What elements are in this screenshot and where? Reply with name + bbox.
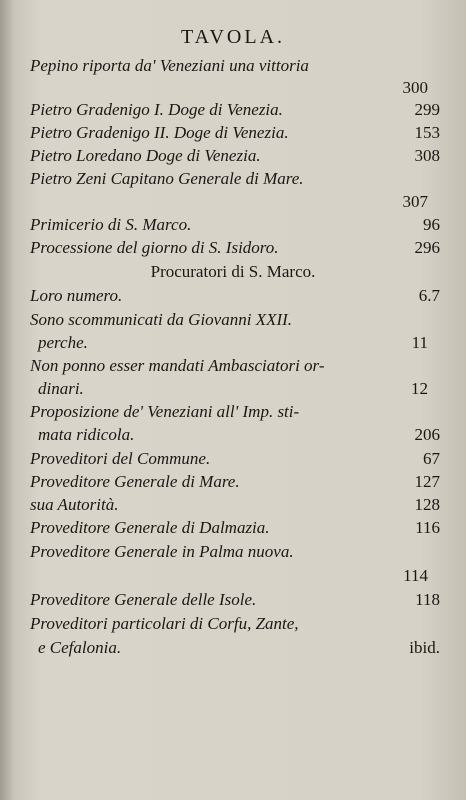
index-entry [30, 100, 440, 122]
entry-text: Sono scommunicati da Giovanni XXII. [30, 310, 293, 329]
index-entry [30, 590, 440, 612]
entry-text: perche. [38, 333, 88, 352]
entry-page: 128 [414, 495, 440, 514]
index-entry [30, 542, 440, 564]
entry-page: ibid. [409, 638, 440, 657]
entry-page: 153 [414, 123, 440, 142]
entry-text: Pietro Zeni Capitano Generale di Mare. [30, 169, 304, 188]
index-entry [30, 472, 440, 494]
entry-page: 299 [414, 100, 440, 119]
entry-page: 11 [411, 333, 428, 352]
entry-text: Non ponno esser mandati Ambasciatori or- [30, 356, 325, 375]
entry-text: Proveditore Generale in Palma nuova. [30, 542, 294, 561]
entry-text: Processione del giorno di S. Isidoro. [30, 238, 279, 257]
index-entry [30, 356, 440, 378]
entry-text: sua Autorità. [30, 495, 119, 514]
entry-page: 296 [414, 238, 440, 257]
entry-text: Proveditori particolari di Corfu, Zante, [30, 614, 299, 633]
index-entry [30, 425, 440, 447]
index-entry [30, 286, 440, 308]
index-entry [30, 449, 440, 471]
entry-text: Pietro Gradenigo II. Doge di Venezia. [30, 123, 289, 142]
entry-page: 12 [411, 379, 428, 398]
section-subheading: Procuratori di S. Marco. [150, 262, 316, 281]
index-entry [30, 238, 440, 260]
entry-page: 6.7 [418, 286, 440, 305]
entry-text: Primicerio di S. Marco. [30, 215, 192, 234]
index-entry [30, 518, 440, 540]
entry-text: Pepino riporta da' Veneziani una vittoria [30, 56, 309, 75]
index-entry [30, 638, 440, 660]
entry-page: 114 [403, 566, 428, 585]
entry-page: 307 [402, 192, 428, 211]
entry-page: 206 [414, 425, 440, 444]
index-entry [30, 78, 440, 100]
entry-text: Proveditore Generale di Dalmazia. [30, 518, 270, 537]
entry-text: Proveditore Generale di Mare. [30, 472, 240, 491]
index-entry [30, 310, 440, 332]
entry-page: 127 [414, 472, 440, 491]
entry-text: mata ridicola. [38, 425, 135, 444]
entry-page: 308 [414, 146, 440, 165]
entry-page: 96 [423, 215, 440, 234]
entry-text: e Cefalonia. [38, 638, 122, 657]
entry-page: 116 [415, 518, 440, 537]
entry-text: Proposizione de' Veneziani all' Imp. sti- [30, 402, 300, 421]
entry-text: Loro numero. [30, 286, 123, 305]
index-entry [30, 146, 440, 168]
index-entry [30, 169, 440, 191]
index-entry [30, 333, 440, 355]
index-entry [30, 566, 440, 588]
index-entry [30, 192, 440, 214]
index-entry [30, 123, 440, 145]
entry-page: 67 [423, 449, 440, 468]
entry-text: Proveditori del Commune. [30, 449, 211, 468]
index-entry [30, 379, 440, 401]
entry-text: dinari. [38, 379, 84, 398]
entry-page: 300 [402, 78, 428, 97]
page-heading: TAVOLA. [180, 26, 286, 48]
index-entry [30, 56, 440, 78]
entry-text: Proveditore Generale delle Isole. [30, 590, 257, 609]
index-entry [30, 495, 440, 517]
entry-page: 118 [415, 590, 440, 609]
entry-text: Pietro Loredano Doge di Venezia. [30, 146, 261, 165]
entry-text: Pietro Gradenigo I. Doge di Venezia. [30, 100, 283, 119]
index-entry [30, 614, 440, 636]
index-entry [30, 402, 440, 424]
index-entry [30, 215, 440, 237]
